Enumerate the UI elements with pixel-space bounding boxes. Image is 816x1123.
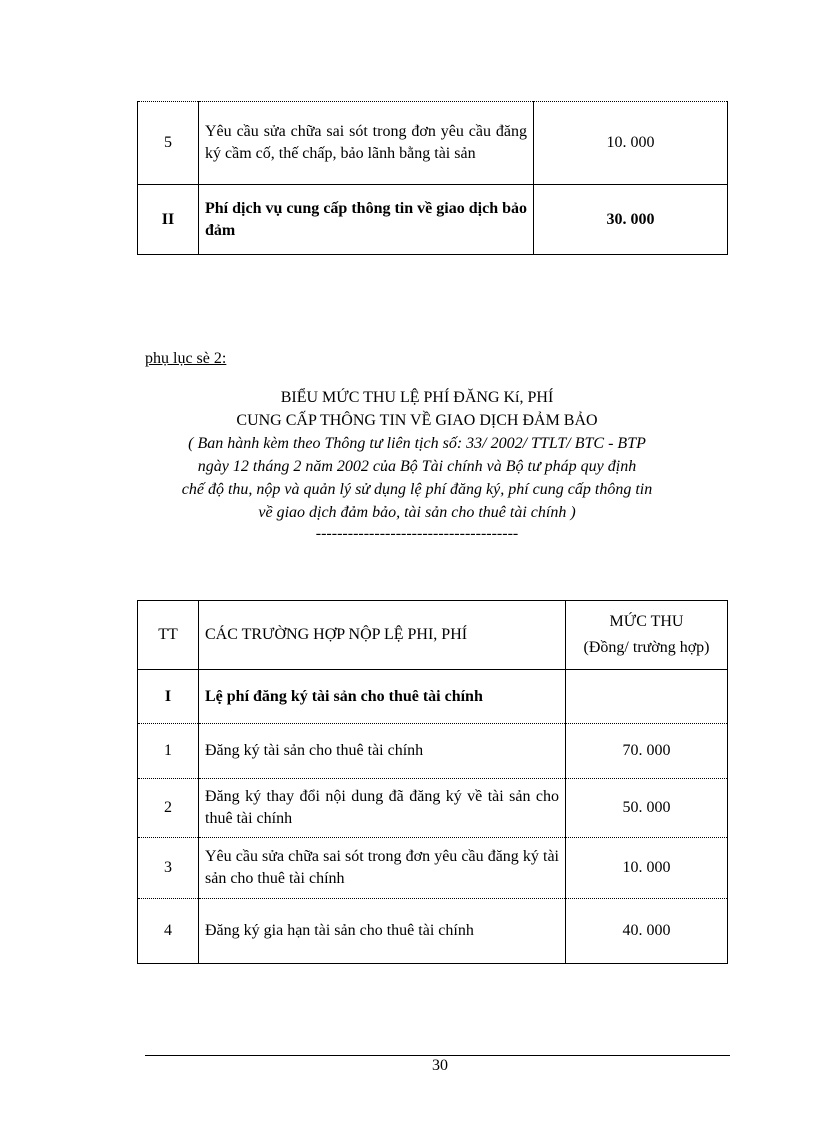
row-number: 3 xyxy=(138,838,199,899)
row-description: Đăng ký thay đổi nội dung đã đăng ký về tài sản cho thuê tài chính xyxy=(199,779,566,838)
section-number: I xyxy=(138,670,199,724)
section-fee xyxy=(566,670,728,724)
appendix-label: phụ lục sè 2: xyxy=(145,350,227,367)
row-number: 1 xyxy=(138,724,199,779)
row-fee: 40. 000 xyxy=(566,899,728,964)
row-description: Phí dịch vụ cung cấp thông tin về giao dịch bảo đảm xyxy=(199,185,534,255)
subtitle-line-1: ( Ban hành kèm theo Thông tư liên tịch số: 33/ 2002/ TTLT/ BTC - BTP xyxy=(188,435,646,452)
row-description: Yêu cầu sửa chữa sai sót trong đơn yêu cầu đăng ký cầm cố, thế chấp, bảo lãnh bằng tài sản xyxy=(199,102,534,185)
title-line-1: BIỂU MỨC THU LỆ PHÍ ĐĂNG Kí, PHÍ xyxy=(280,389,554,406)
row-description: Yêu cầu sửa chữa sai sót trong đơn yêu cầu đăng ký tài sản cho thuê tài chính xyxy=(199,838,566,899)
table-row xyxy=(138,185,728,255)
row-description: Đăng ký tài sản cho thuê tài chính xyxy=(199,724,566,779)
title-line-2: CUNG CẤP THÔNG TIN VỀ GIAO DỊCH ĐẢM BẢO xyxy=(236,412,598,429)
table-row xyxy=(138,838,728,899)
row-number: 5 xyxy=(138,102,199,185)
subtitle-line-4: về giao dịch đảm bảo, tài sản cho thuê tài chính ) xyxy=(258,504,576,521)
row-fee: 50. 000 xyxy=(566,779,728,838)
row-number: 2 xyxy=(138,779,199,838)
table-row xyxy=(138,779,728,838)
separator: -------------------------------------- xyxy=(315,525,519,542)
appendix-heading xyxy=(137,386,697,544)
table-row xyxy=(138,102,728,185)
row-fee: 70. 000 xyxy=(566,724,728,779)
section-description: Lệ phí đăng ký tài sản cho thuê tài chính xyxy=(199,670,566,724)
row-fee: 10. 000 xyxy=(566,838,728,899)
header-description: CÁC TRƯỜNG HỢP NỘP LỆ PHI, PHÍ xyxy=(199,601,566,670)
row-fee: 30. 000 xyxy=(534,185,728,255)
subtitle-line-3: chế độ thu, nộp và quản lý sử dụng lệ phí đăng ký, phí cung cấp thông tin xyxy=(181,481,653,498)
subtitle-line-2: ngày 12 tháng 2 năm 2002 của Bộ Tài chính và Bộ tư pháp quy định xyxy=(197,458,637,475)
section-row xyxy=(138,670,728,724)
row-number: 4 xyxy=(138,899,199,964)
fee-table-continued xyxy=(137,101,728,255)
footer-divider xyxy=(145,1055,730,1056)
page-number: 30 xyxy=(432,1057,448,1074)
header-fee-line-2: (Đồng/ trường hợp) xyxy=(583,639,710,656)
table-header xyxy=(138,601,728,670)
header-tt: TT xyxy=(138,601,199,670)
table-row xyxy=(138,899,728,964)
header-fee-line-1: MỨC THU xyxy=(609,613,684,630)
row-number: II xyxy=(138,185,199,255)
row-description: Đăng ký gia hạn tài sản cho thuê tài chính xyxy=(199,899,566,964)
header-fee xyxy=(566,601,728,670)
table-row xyxy=(138,724,728,779)
row-fee: 10. 000 xyxy=(534,102,728,185)
fee-table xyxy=(137,600,728,964)
